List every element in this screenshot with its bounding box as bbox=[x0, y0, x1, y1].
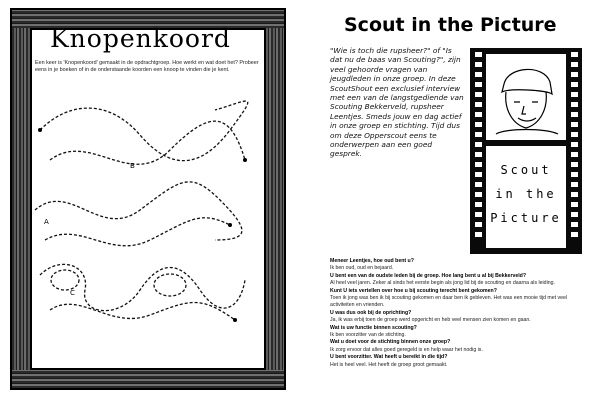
interview-answer: Ik ben oud, oud en bejaard. bbox=[330, 265, 394, 272]
knot-loop-1 bbox=[51, 270, 79, 290]
knot-label-b: B bbox=[130, 162, 135, 170]
film-caption-line-3: Picture bbox=[490, 211, 562, 225]
interview-question: Wat is uw functie binnen scouting? bbox=[330, 324, 417, 331]
interview-question: U bent een van de oudste leden bij de groep. Hoe lang bent u al bij Bekkerveld? bbox=[330, 272, 527, 279]
interview-answer: Ik ben voorzitter van de stichting. bbox=[330, 332, 406, 339]
rope-end-1 bbox=[38, 128, 42, 132]
interview-answer: Ik zorg ervoor dat alles goed geregeld is en help waar het nodig is. bbox=[330, 346, 483, 353]
interview-question: Meneer Leentjes, hoe oud bent u? bbox=[330, 258, 414, 264]
knot-loop-2 bbox=[154, 274, 186, 296]
article-lead: "Wie is toch die rupsheer?" of "Is dat nu de baas van Scouting?", zijn veel gehoorde vragen van jeugdleden in onze groep. In deze ScoutShout een exclusief interview met een van de langstgediende van Scouting Bekkerveld, rupsheer Leentjes. Smeds jouw en dag actief in onze groep en stichting. Tijd dus om deze Opperscout eens te onderwerpen aan een goed gesprek. bbox=[330, 46, 464, 159]
film-sprocket-right bbox=[569, 52, 579, 250]
knopenkoord-title: Knopenkoord bbox=[50, 24, 231, 53]
left-page bbox=[0, 0, 296, 400]
interview-question: Wat u doet voor de stichting binnen onze groep? bbox=[330, 339, 451, 346]
interview-question: U was dus ook bij de oprichting? bbox=[330, 309, 412, 316]
film-caption-line-2: in the bbox=[495, 187, 557, 201]
right-page bbox=[304, 0, 601, 400]
frame-bottom-border bbox=[12, 370, 284, 388]
interview-answer: Het is heel veel. Het heeft de groep groot gemaakt. bbox=[330, 361, 448, 368]
rope-4 bbox=[45, 218, 230, 246]
rope-end-2 bbox=[243, 158, 247, 162]
rope-3 bbox=[35, 182, 242, 240]
film-caption-line-1: Scout bbox=[500, 163, 552, 177]
rope-end-3 bbox=[228, 223, 232, 227]
film-frame-caption bbox=[486, 146, 566, 248]
interview-answer: Al heel veel jaren. Zeker al sinds het eerste begin als jong lid bij de scouting en daarna als leiding. bbox=[330, 280, 555, 287]
knot-label-c: C bbox=[70, 289, 75, 297]
film-caption bbox=[486, 158, 566, 230]
rope-end-4 bbox=[233, 318, 237, 322]
film-sprocket-left bbox=[473, 52, 483, 250]
rope-1 bbox=[40, 101, 248, 161]
interview-question: U bent voorzitter. Wat heeft u bereikt in die tijd? bbox=[330, 354, 448, 361]
interview-answer: Toen ik jong was ben ik bij scouting gekomen en daar ben ik gebleven. Het was een mooie tijd met veel activiteiten en vrienden. bbox=[330, 295, 568, 309]
interview-answer: Ja, ik was erbij toen de groep werd opgericht en heb veel mensen zien komen en gaan. bbox=[330, 317, 531, 324]
knot-label-a: A bbox=[44, 218, 49, 226]
knot-illustration bbox=[30, 90, 260, 360]
interview-question: Kunt U iets vertellen over hoe u bij scouting terecht bent gekomen? bbox=[330, 287, 497, 294]
portrait-sketch-icon bbox=[486, 54, 566, 140]
film-frame-portrait bbox=[486, 54, 566, 140]
knopenkoord-intro: Een keer is 'Knopenkoord' gemaakt in de opdrachtgroep. Hoe werkt en wat doet het? Probeer eens in je boeken of in de onderstaande koorden een knoop te vinden die je kent. bbox=[35, 60, 259, 74]
interview-body bbox=[330, 258, 590, 369]
article-title: Scout in the Picture bbox=[344, 14, 557, 36]
rope-6 bbox=[50, 303, 235, 321]
film-strip bbox=[470, 48, 582, 254]
